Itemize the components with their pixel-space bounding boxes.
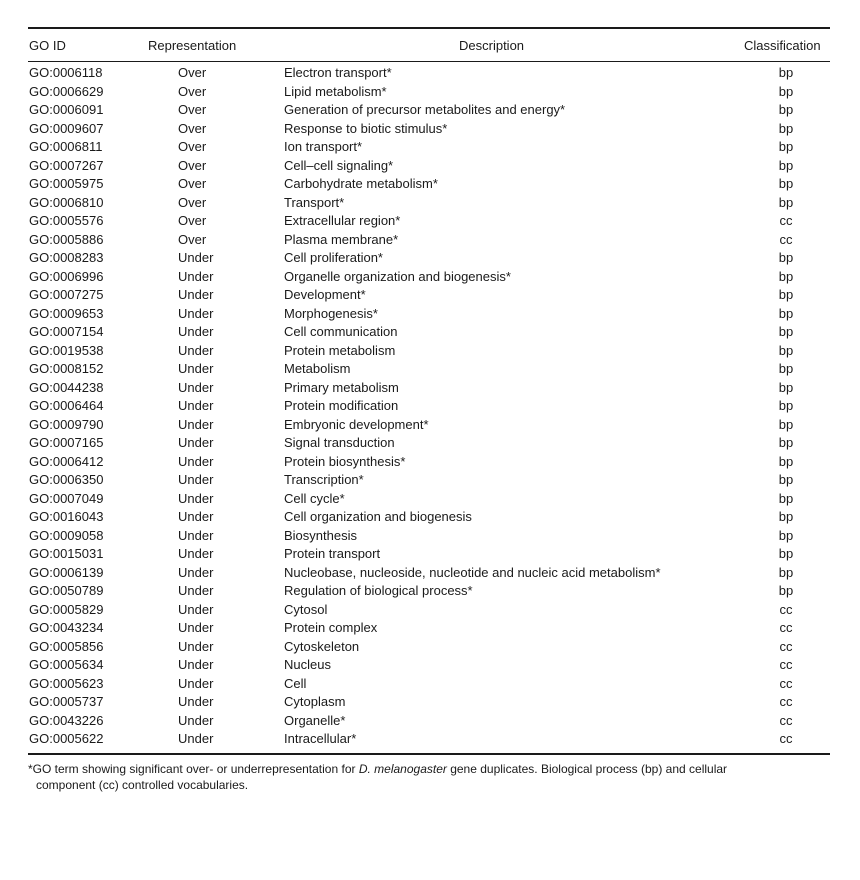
table-row xyxy=(0,712,860,731)
cell-description: Morphogenesis* xyxy=(284,305,378,321)
table-top-rule xyxy=(28,27,830,29)
cell-go-id: GO:0005737 xyxy=(29,694,104,709)
cell-description: Ion transport* xyxy=(284,139,363,154)
cell-classification: bp xyxy=(778,509,794,524)
cell-classification: bp xyxy=(778,416,794,432)
cell-go-id: GO:0006350 xyxy=(29,472,104,487)
table-row xyxy=(0,416,860,435)
cell-go-id: GO:0009607 xyxy=(29,120,104,136)
table-row xyxy=(0,323,860,342)
table-row xyxy=(0,397,860,416)
cell-representation: Under xyxy=(178,435,214,450)
cell-classification: bp xyxy=(778,268,794,284)
cell-representation: Over xyxy=(178,176,207,191)
cell-go-id: GO:0007165 xyxy=(29,435,104,450)
table-row xyxy=(0,249,860,268)
cell-classification: bp xyxy=(778,194,794,210)
table-row xyxy=(0,638,860,657)
cell-description: Cell communication xyxy=(284,324,398,339)
cell-description: Biosynthesis xyxy=(284,527,357,543)
table-row xyxy=(0,582,860,601)
cell-representation: Under xyxy=(178,509,214,524)
cell-representation: Over xyxy=(178,157,207,173)
table-row xyxy=(0,471,860,490)
cell-representation: Under xyxy=(178,305,214,321)
footnote-line-1 xyxy=(28,761,838,777)
cell-go-id: GO:0015031 xyxy=(29,546,104,561)
cell-representation: Over xyxy=(178,102,207,117)
cell-representation: Under xyxy=(178,675,214,691)
table-row xyxy=(0,175,860,194)
cell-description: Protein metabolism xyxy=(284,342,396,358)
cell-description: Embryonic development* xyxy=(284,416,429,432)
cell-representation: Under xyxy=(178,490,214,506)
cell-go-id: GO:0006811 xyxy=(29,139,103,154)
cell-go-id: GO:0016043 xyxy=(29,509,104,524)
cell-description: Response to biotic stimulus* xyxy=(284,120,448,136)
cell-description: Protein biosynthesis* xyxy=(284,453,406,469)
cell-go-id: GO:0006996 xyxy=(29,268,104,284)
table-row xyxy=(0,564,860,583)
cell-description: Generation of precursor metabolites and energy* xyxy=(284,102,566,117)
table-row xyxy=(0,64,860,83)
cell-description: Transport* xyxy=(284,194,345,210)
cell-go-id: GO:0008283 xyxy=(29,250,104,265)
cell-description: Cell xyxy=(284,675,307,691)
cell-go-id: GO:0043226 xyxy=(29,712,104,728)
header-representation: Representation xyxy=(148,38,237,53)
table-row xyxy=(0,693,860,712)
cell-classification: cc xyxy=(779,231,793,247)
cell-description: Nucleobase, nucleoside, nucleotide and nucleic acid metabolism* xyxy=(284,564,661,580)
cell-description: Organelle* xyxy=(284,712,346,728)
cell-description: Development* xyxy=(284,287,366,302)
cell-classification: bp xyxy=(778,564,794,580)
cell-go-id: GO:0006091 xyxy=(29,102,104,117)
cell-classification: cc xyxy=(779,694,793,709)
cell-classification: bp xyxy=(778,287,794,302)
cell-classification: cc xyxy=(779,601,793,617)
table-row xyxy=(0,342,860,361)
cell-description: Cell–cell signaling* xyxy=(284,157,394,173)
table-row xyxy=(0,675,860,694)
table-row xyxy=(0,379,860,398)
cell-representation: Under xyxy=(178,342,214,358)
cell-go-id: GO:0009790 xyxy=(29,416,104,432)
table-row xyxy=(0,286,860,305)
cell-classification: bp xyxy=(778,65,794,80)
cell-description: Nucleus xyxy=(284,657,331,672)
cell-representation: Under xyxy=(178,527,214,543)
cell-description: Signal transduction xyxy=(284,435,395,450)
cell-classification: bp xyxy=(778,250,794,265)
cell-go-id: GO:0005856 xyxy=(29,638,104,654)
cell-go-id: GO:0006464 xyxy=(29,398,104,413)
cell-classification: bp xyxy=(778,139,794,154)
cell-go-id: GO:0008152 xyxy=(29,361,104,376)
cell-classification: bp xyxy=(778,342,794,358)
cell-classification: cc xyxy=(779,712,793,728)
cell-classification: bp xyxy=(778,583,794,598)
cell-go-id: GO:0006629 xyxy=(29,83,104,99)
cell-representation: Under xyxy=(178,472,214,487)
cell-description: Extracellular region* xyxy=(284,213,401,228)
cell-representation: Under xyxy=(178,657,214,672)
cell-description: Regulation of biological process* xyxy=(284,583,473,598)
cell-classification: bp xyxy=(778,527,794,543)
table-row xyxy=(0,231,860,250)
cell-description: Electron transport* xyxy=(284,65,392,80)
cell-description: Metabolism xyxy=(284,361,351,376)
cell-classification: bp xyxy=(778,361,794,376)
table-row xyxy=(0,305,860,324)
footnote-suffix: gene duplicates. Biological process (bp) and cellular xyxy=(446,762,728,776)
table-row xyxy=(0,212,860,231)
cell-go-id: GO:0005829 xyxy=(29,601,104,617)
cell-representation: Over xyxy=(178,139,207,154)
cell-go-id: GO:0007267 xyxy=(29,157,104,173)
cell-classification: bp xyxy=(778,83,794,99)
cell-representation: Under xyxy=(178,453,214,469)
cell-description: Cell proliferation* xyxy=(284,250,383,265)
cell-go-id: GO:0006810 xyxy=(29,194,104,210)
cell-representation: Under xyxy=(178,398,214,413)
cell-representation: Over xyxy=(178,120,207,136)
cell-classification: cc xyxy=(779,638,793,654)
table-row xyxy=(0,619,860,638)
cell-go-id: GO:0007275 xyxy=(29,287,104,302)
table-row xyxy=(0,656,860,675)
footnote-prefix: *GO term showing significant over- or underrepresentation for xyxy=(28,762,359,776)
cell-description: Cytoskeleton xyxy=(284,638,360,654)
cell-go-id: GO:0009653 xyxy=(29,305,104,321)
cell-go-id: GO:0043234 xyxy=(29,620,104,635)
cell-go-id: GO:0009058 xyxy=(29,527,104,543)
table-row xyxy=(0,730,860,749)
table-bottom-rule xyxy=(28,753,830,755)
cell-go-id: GO:0006118 xyxy=(29,65,103,80)
cell-classification: bp xyxy=(778,120,794,136)
cell-representation: Over xyxy=(178,213,207,228)
table-row xyxy=(0,194,860,213)
cell-representation: Over xyxy=(178,83,207,99)
cell-representation: Under xyxy=(178,564,214,580)
cell-classification: bp xyxy=(778,305,794,321)
cell-representation: Under xyxy=(178,324,214,339)
table-row xyxy=(0,268,860,287)
cell-representation: Under xyxy=(178,361,214,376)
cell-go-id: GO:0005623 xyxy=(29,675,104,691)
header-go-id: GO ID xyxy=(29,38,66,53)
cell-representation: Over xyxy=(178,65,207,80)
table-row xyxy=(0,83,860,102)
cell-description: Cytosol xyxy=(284,601,328,617)
cell-representation: Under xyxy=(178,583,214,598)
cell-go-id: GO:0005634 xyxy=(29,657,104,672)
header-description: Description xyxy=(459,38,525,53)
cell-classification: bp xyxy=(778,472,794,487)
cell-representation: Under xyxy=(178,379,214,395)
cell-description: Cell organization and biogenesis xyxy=(284,509,472,524)
cell-classification: cc xyxy=(779,620,793,635)
cell-go-id: GO:0007049 xyxy=(29,490,104,506)
cell-go-id: GO:0019538 xyxy=(29,342,104,358)
footnote-line-2: component (cc) controlled vocabularies. xyxy=(36,778,249,792)
cell-classification: bp xyxy=(778,453,794,469)
cell-description: Protein transport xyxy=(284,546,381,561)
cell-description: Carbohydrate metabolism* xyxy=(284,176,438,191)
cell-representation: Under xyxy=(178,268,214,284)
footnote-species: D. melanogaster xyxy=(358,762,447,776)
table-row xyxy=(0,138,860,157)
cell-representation: Under xyxy=(178,250,214,265)
cell-description: Organelle organization and biogenesis* xyxy=(284,268,511,284)
cell-description: Plasma membrane* xyxy=(284,231,399,247)
cell-description: Primary metabolism xyxy=(284,379,399,395)
cell-go-id: GO:0005975 xyxy=(29,176,104,191)
cell-representation: Under xyxy=(178,694,214,709)
table-row xyxy=(0,601,860,620)
cell-description: Protein modification xyxy=(284,398,399,413)
cell-representation: Under xyxy=(178,546,214,561)
table-row xyxy=(0,545,860,564)
table-row xyxy=(0,157,860,176)
cell-go-id: GO:0044238 xyxy=(29,379,104,395)
table-row xyxy=(0,527,860,546)
table-row xyxy=(0,453,860,472)
cell-classification: bp xyxy=(778,398,794,413)
cell-description: Intracellular* xyxy=(284,731,357,746)
cell-go-id: GO:0005622 xyxy=(29,731,104,746)
table-row xyxy=(0,360,860,379)
table-row xyxy=(0,508,860,527)
cell-description: Transcription* xyxy=(284,472,364,487)
cell-classification: bp xyxy=(778,102,794,117)
cell-representation: Under xyxy=(178,731,214,746)
cell-go-id: GO:0050789 xyxy=(29,583,104,598)
cell-description: Cell cycle* xyxy=(284,490,345,506)
cell-classification: cc xyxy=(779,731,793,746)
table-footnote xyxy=(28,761,838,793)
table-body xyxy=(0,64,860,749)
cell-classification: cc xyxy=(779,675,793,691)
header-rule xyxy=(28,61,830,62)
table-row xyxy=(0,120,860,139)
cell-classification: bp xyxy=(778,490,794,506)
cell-representation: Over xyxy=(178,231,207,247)
cell-description: Lipid metabolism* xyxy=(284,83,387,99)
cell-representation: Under xyxy=(178,416,214,432)
cell-go-id: GO:0007154 xyxy=(29,324,104,339)
cell-classification: bp xyxy=(778,546,794,561)
cell-classification: bp xyxy=(778,435,794,450)
header-classification: Classification xyxy=(744,38,821,53)
cell-classification: cc xyxy=(779,213,793,228)
table-row xyxy=(0,490,860,509)
table-row xyxy=(0,434,860,453)
cell-representation: Under xyxy=(178,620,214,635)
cell-classification: bp xyxy=(778,379,794,395)
cell-go-id: GO:0005886 xyxy=(29,231,104,247)
cell-description: Protein complex xyxy=(284,620,378,635)
table-row xyxy=(0,101,860,120)
cell-description: Cytoplasm xyxy=(284,694,346,709)
cell-classification: bp xyxy=(778,157,794,173)
cell-go-id: GO:0005576 xyxy=(29,213,104,228)
cell-classification: bp xyxy=(778,176,794,191)
cell-go-id: GO:0006139 xyxy=(29,564,104,580)
cell-representation: Under xyxy=(178,712,214,728)
cell-representation: Under xyxy=(178,287,214,302)
cell-classification: bp xyxy=(778,324,794,339)
cell-go-id: GO:0006412 xyxy=(29,453,104,469)
cell-representation: Over xyxy=(178,194,207,210)
cell-representation: Under xyxy=(178,601,214,617)
cell-representation: Under xyxy=(178,638,214,654)
cell-classification: cc xyxy=(779,657,793,672)
